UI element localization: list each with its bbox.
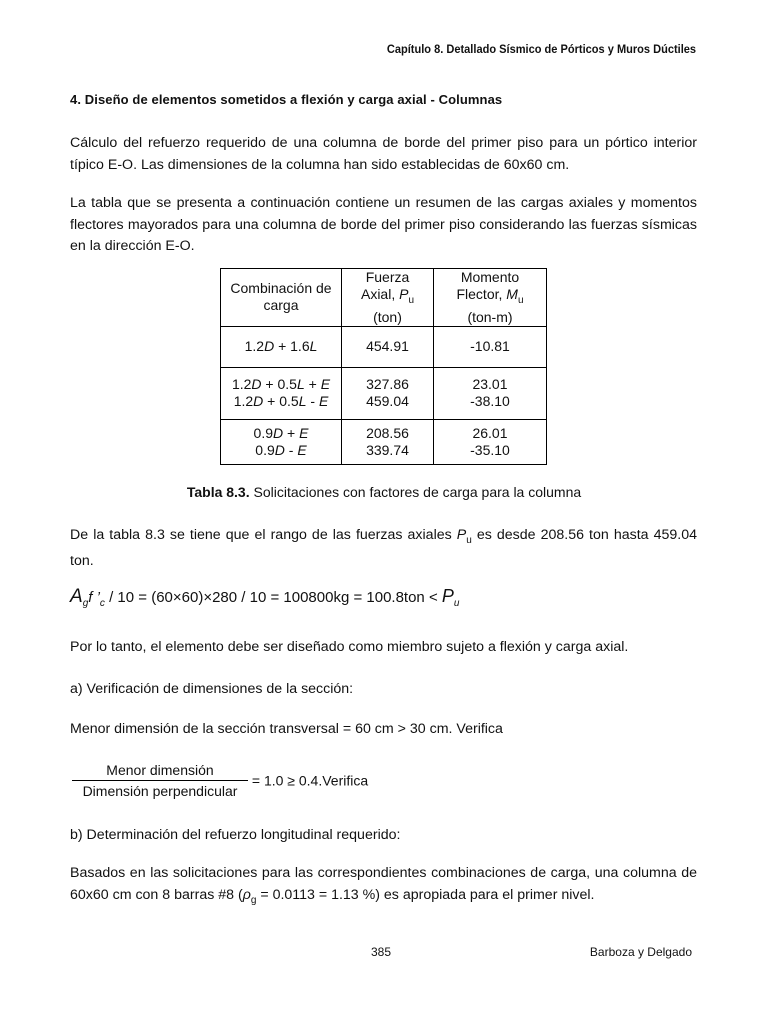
row2-moment (434, 367, 547, 419)
header-axial-sub: u (408, 294, 415, 306)
reinforcement-sub: g (250, 894, 257, 906)
row3-axial (342, 419, 434, 464)
formula-p: P (441, 586, 454, 606)
row2-combo1: 1.2D + 0.5L + E (231, 376, 331, 393)
row1-p1: 454.91 (366, 338, 409, 355)
paragraph-table-intro: La tabla que se presenta a continuación contiene un resumen de las cargas axiales y momentos flectores mayorados para una columna de borde del primer piso considerando las fuerzas sísmicas en la dirección E-O. (70, 195, 697, 254)
fraction-result: = 1.0 ≥ 0.4.Verifica (248, 772, 369, 789)
formula-f: f ’ (88, 589, 100, 606)
row3-m2: -35.10 (470, 441, 510, 458)
row2-m2: -38.10 (470, 393, 510, 410)
header-axial-symbol: P (399, 286, 409, 302)
header-moment-sub: u (517, 294, 524, 306)
formula-g: g (82, 598, 89, 609)
section-title: 4. Diseño de elementos sometidos a flexión y carga axial - Columnas (70, 92, 503, 107)
footer-authors: Barboza y Delgado (589, 945, 692, 959)
header-moment-unit: (ton-m) (467, 308, 513, 325)
table-row (221, 326, 547, 367)
row3-p1: 208.56 (366, 424, 409, 441)
formula-c: c (99, 598, 105, 609)
row2-m1: 23.01 (472, 376, 508, 393)
reinforcement-post: = 0.0113 = 1.13 %) es apropiada para el primer nivel. (256, 886, 595, 903)
paragraph-reinforcement (70, 863, 697, 911)
row2-combination (221, 367, 342, 419)
table-caption (0, 484, 768, 500)
header-combination-label: Combinación de carga (230, 280, 332, 314)
header-axial-line1: Fuerza (365, 269, 410, 285)
caption-label: Tabla 8.3. (186, 484, 250, 500)
header-axial-unit: (ton) (373, 308, 402, 325)
header-moment-line1: Momento (460, 269, 520, 285)
row1-combination (221, 326, 342, 367)
paragraph-conclusion: Por lo tanto, el elemento debe ser diseñado como miembro sujeto a flexión y carga axial. (70, 639, 629, 655)
fraction-numerator: Menor dimensión (72, 762, 248, 781)
row3-combo1: 0.9D + E (253, 424, 309, 441)
chapter-header: Capítulo 8. Detallado Sísmico de Pórticos y Muros Dúctiles (386, 42, 696, 56)
row3-moment (434, 419, 547, 464)
paragraph-min-dimension: Menor dimensión de la sección transversal = 60 cm > 30 cm. Verifica (70, 721, 503, 737)
header-axial (342, 269, 434, 327)
row1-moment (434, 326, 547, 367)
axial-range-post: es desde 208.56 ton hasta 459.04 ton. (70, 527, 697, 570)
table-header-row (221, 269, 547, 327)
axial-range-pre: De la tabla 8.3 se tiene que el rango de las fuerzas axiales (70, 527, 457, 543)
header-moment (434, 269, 547, 327)
paragraph-axial-range (70, 525, 697, 573)
row3-p2: 339.74 (366, 441, 409, 458)
table-row (221, 367, 547, 419)
header-combination (221, 269, 342, 327)
header-moment-symbol: M (506, 286, 518, 302)
reinforcement-pre: Basados en las solicitaciones para las correspondientes combinaciones de carga, una columna de 60x60 cm con 8 barras #8 ( (70, 865, 697, 903)
loads-table (220, 268, 547, 465)
fraction (72, 762, 248, 799)
row3-combination (221, 419, 342, 464)
row1-m1: -10.81 (470, 338, 510, 355)
caption-text: Solicitaciones con factores de carga para la columna (249, 484, 582, 500)
row2-p1: 327.86 (366, 376, 409, 393)
formula-ag (70, 586, 459, 609)
fraction-check (72, 762, 368, 799)
row3-combo2: 0.9D - E (255, 441, 307, 458)
header-moment-line2: Flector, (456, 286, 507, 302)
paragraph-intro: Cálculo del refuerzo requerido de una columna de borde del primer piso para un pórtico interior típico E-O. Las dimensiones de la columna han sido establecidas de 60x60 cm. (70, 135, 697, 173)
reinforcement-symbol: ρ (242, 886, 251, 903)
table-row (221, 419, 547, 464)
header-axial-line2: Axial, (360, 286, 400, 302)
row2-axial (342, 367, 434, 419)
row2-p2: 459.04 (366, 393, 409, 410)
axial-range-symbol: P (456, 527, 467, 543)
row1-axial (342, 326, 434, 367)
paragraph-section-a: a) Verificación de dimensiones de la sección: (70, 681, 354, 697)
page-number: 385 (370, 945, 392, 959)
paragraph-section-b: b) Determinación del refuerzo longitudinal requerido: (70, 827, 401, 843)
formula-body: / 10 = (60×60)×280 / 10 = 100800kg = 100.8ton < (104, 589, 442, 606)
row1-combo1: 1.2D + 1.6L (244, 338, 318, 355)
axial-range-sub: u (466, 534, 472, 546)
row3-m1: 26.01 (472, 424, 508, 441)
row2-combo2: 1.2D + 0.5L - E (233, 393, 329, 410)
fraction-denominator: Dimensión perpendicular (82, 783, 238, 799)
formula-a: A (70, 586, 83, 607)
formula-u: u (453, 598, 460, 609)
